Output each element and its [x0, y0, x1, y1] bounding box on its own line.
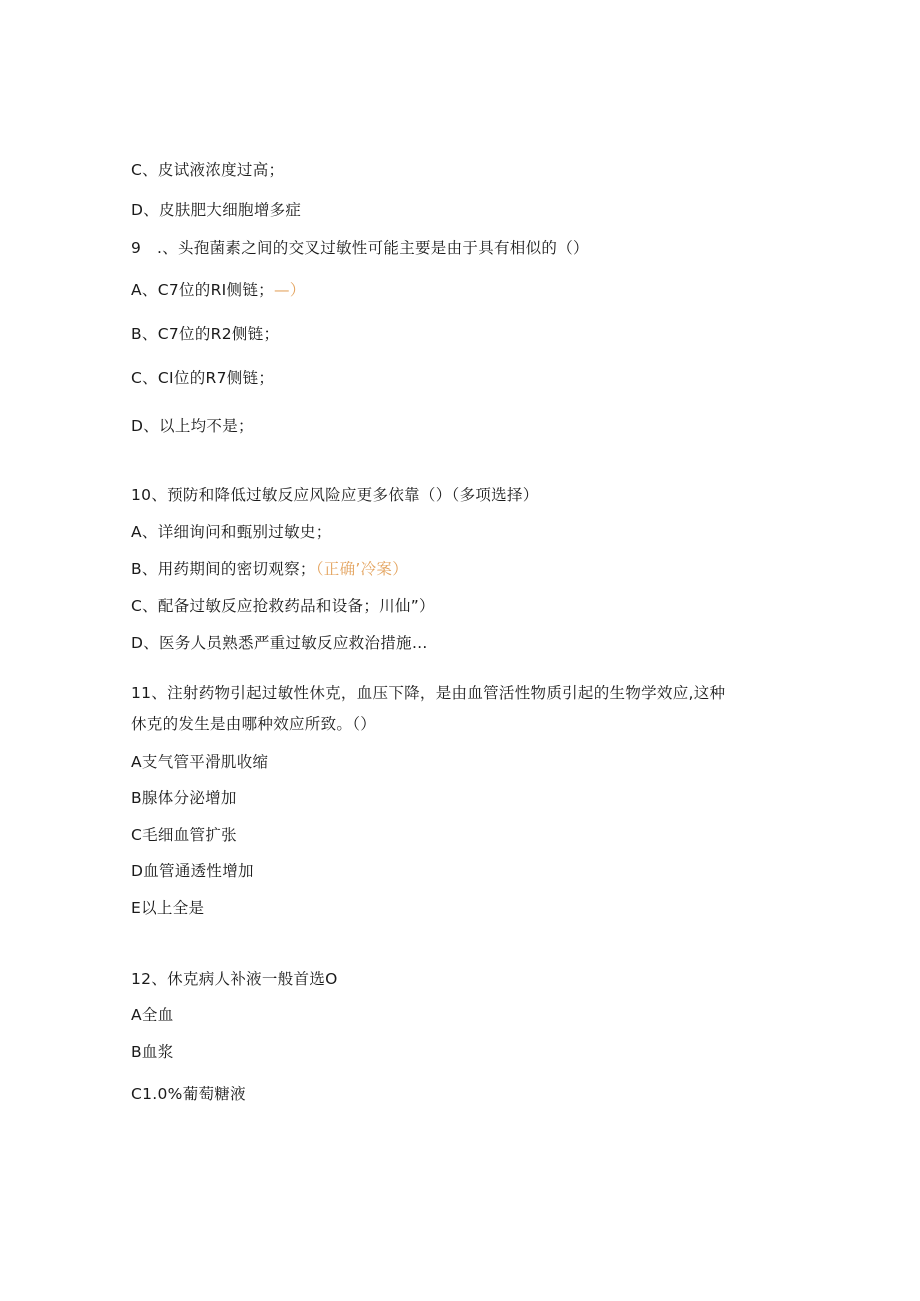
- q10-option-c: C、配备过敏反应抢救药品和设备；川仙”）: [131, 597, 435, 615]
- q9-option-a: [131, 280, 306, 300]
- q11-option-d: D血管通透性增加: [131, 862, 254, 880]
- q9-stem: 9 .、头孢菌素之间的交叉过敏性可能主要是由于具有相似的（）: [131, 239, 589, 257]
- q11-option-a: A支气管平滑肌收缩: [131, 753, 269, 771]
- q12-option-b: B血浆: [131, 1043, 174, 1061]
- q10-option-a: A、详细询问和甄别过敏史；: [131, 523, 332, 541]
- q12-option-a: A全血: [131, 1006, 174, 1024]
- q11-option-e: E以上全是: [131, 899, 205, 917]
- q9-option-b: B、C7位的R2侧链；: [131, 325, 280, 343]
- q9-option-c: C、CI位的R7侧链；: [131, 369, 275, 387]
- q9-option-a-text: A、C7位的RI侧链；: [131, 281, 274, 299]
- q9-option-a-annotation: —）: [273, 281, 306, 299]
- q9-option-d: D、以上均不是；: [131, 417, 254, 435]
- q10-option-b-annotation: （正确’冷案）: [315, 560, 409, 578]
- q8-option-c: C、皮试液浓度过高；: [131, 161, 285, 179]
- q11-option-b: B腺体分泌增加: [131, 789, 237, 807]
- q8-option-d: D、皮肤肥大细胞增多症: [131, 201, 302, 219]
- q11-stem-line2: 休克的发生是由哪种效应所致。（）: [131, 715, 377, 733]
- q12-option-c: C1.0%葡萄糖液: [131, 1085, 246, 1103]
- q10-option-b: [131, 559, 408, 579]
- q11-stem-line1: 11、注射药物引起过敏性休克，血压下降，是由血管活性物质引起的生物学效应,这种: [131, 684, 726, 702]
- q11-option-c: C毛细血管扩张: [131, 826, 237, 844]
- q10-stem: 10、预防和降低过敏反应风险应更多依靠（）（多项选择）: [131, 486, 539, 504]
- q10-option-d: D、医务人员熟悉严重过敏反应救治措施…: [131, 634, 428, 652]
- q10-option-b-text: B、用药期间的密切观察；: [131, 560, 316, 578]
- q12-stem: 12、休克病人补液一般首选O: [131, 970, 338, 988]
